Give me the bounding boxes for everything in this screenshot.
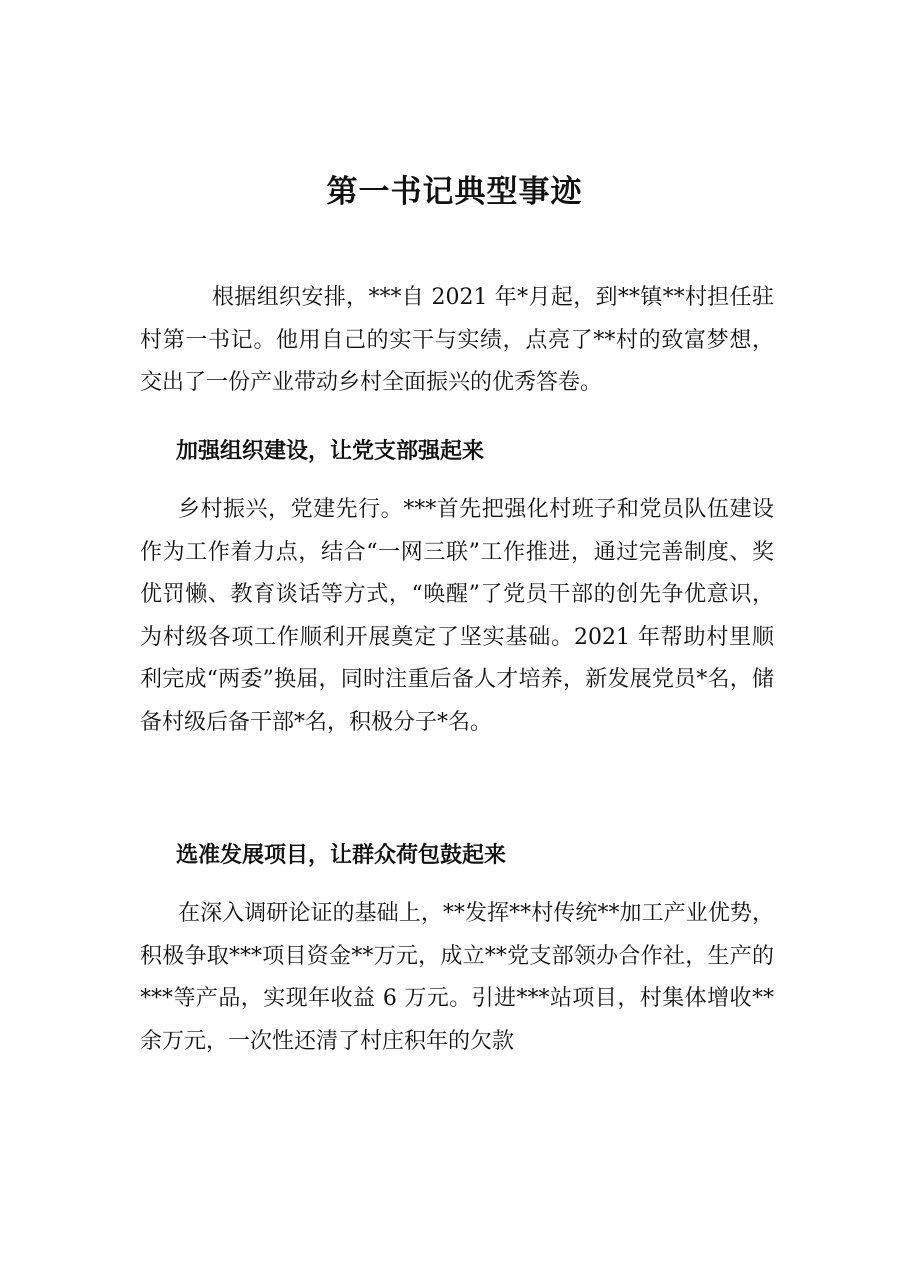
section-heading-projects: 选准发展项目，让群众荷包鼓起来 [176, 843, 507, 868]
section-heading-organization: 加强组织建设，让党支部强起来 [176, 439, 485, 464]
section-body-projects: 在深入调研论证的基础上，**发挥**村传统**加工产业优势，积极争取***项目资金**万元，成立**党支部领办合作社，生产的***等产品，实现年收益 6 万元。引进***站项目，村集体增收**余万元，一次性还清了村庄积年的欠款 [140, 901, 774, 1054]
intro-paragraph: 根据组织安排，***自 2021 年*月起，到**镇**村担任驻村第一书记。他用自己的实干与实绩，点亮了**村的致富梦想，交出了一份产业带动乡村全面振兴的优秀答卷。 [140, 285, 774, 396]
document-title: 第一书记典型事迹 [326, 173, 583, 210]
section-body-organization: 乡村振兴，党建先行。***首先把强化村班子和党员队伍建设作为工作着力点，结合“一网三联”工作推进，通过完善制度、奖优罚懒、教育谈话等方式，“唤醒”了党员干部的创先争优意识，为村级各项工作顺利开展奠定了坚实基础。2021 年帮助村里顺利完成“两委”换届，同时注重后备人才培养，新发展党员*名，储备村级后备干部*名，积极分子*名。 [140, 497, 774, 735]
